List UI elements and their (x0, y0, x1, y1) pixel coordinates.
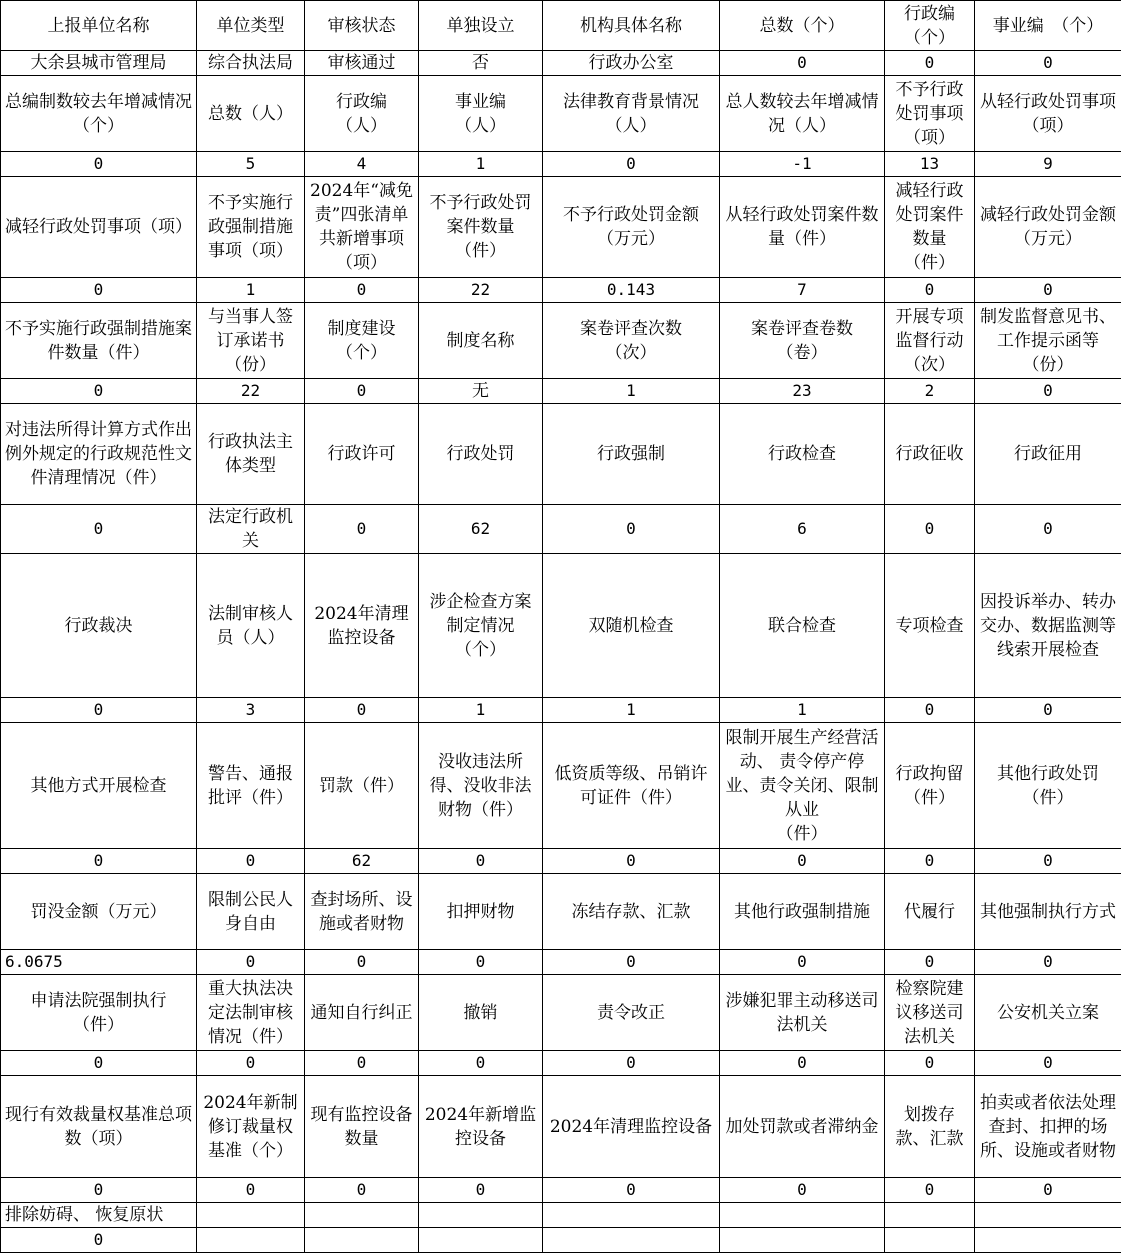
header-row (1, 177, 1121, 278)
field-value-cell: 审核通过 (305, 51, 419, 76)
field-value-cell: 62 (419, 505, 543, 554)
field-value-cell: 0.143 (543, 278, 720, 303)
field-label-cell: 制度建设 （个） (305, 303, 419, 379)
field-label-cell: 责令改正 (543, 975, 720, 1051)
field-label-cell: 对违法所得计算方式作出例外规定的行政规范性文件清理情况（件） (1, 404, 197, 505)
field-value-cell: 6.0675 (1, 950, 197, 975)
field-value-cell: 3 (197, 698, 305, 723)
field-value-cell: 无 (419, 379, 543, 404)
field-value-cell: 4 (305, 152, 419, 177)
field-value-cell: 62 (305, 849, 419, 874)
field-label-cell (419, 1203, 543, 1228)
field-value-cell: 0 (885, 505, 975, 554)
field-label-cell: 审核状态 (305, 1, 419, 51)
header-row (1, 975, 1121, 1051)
field-label-cell: 开展专项监督行动 （次） (885, 303, 975, 379)
field-label-cell: 检察院建议移送司法机关 (885, 975, 975, 1051)
field-label-cell: 其他强制执行方式 (975, 874, 1121, 950)
field-label-cell: 加处罚款或者滞纳金 (720, 1076, 885, 1178)
field-value-cell: 0 (1, 152, 197, 177)
field-value-cell: 0 (885, 51, 975, 76)
field-label-cell: 法律教育背景情况 （人） (543, 76, 720, 152)
header-row (1, 303, 1121, 379)
field-value-cell: 0 (885, 950, 975, 975)
field-value-cell: 0 (419, 1178, 543, 1203)
field-value-cell: 0 (543, 849, 720, 874)
value-row (1, 950, 1121, 975)
field-label-cell: 2024年新制修订裁量权基准（个） (197, 1076, 305, 1178)
field-value-cell: 法定行政机关 (197, 505, 305, 554)
field-label-cell: 不予实施行政强制措施事项（项） (197, 177, 305, 278)
field-label-cell: 其他方式开展检查 (1, 723, 197, 849)
field-value-cell: 0 (975, 51, 1121, 76)
field-label-cell: 涉嫌犯罪主动移送司法机关 (720, 975, 885, 1051)
field-label-cell: 通知自行纠正 (305, 975, 419, 1051)
field-label-cell: 不予行政处罚事项（项） (885, 76, 975, 152)
field-label-cell (885, 1203, 975, 1228)
header-row (1, 1203, 1121, 1228)
field-label-cell: 行政裁决 (1, 554, 197, 698)
field-label-cell: 行政强制 (543, 404, 720, 505)
header-row (1, 1076, 1121, 1178)
value-row (1, 379, 1121, 404)
field-label-cell: 单位类型 (197, 1, 305, 51)
field-value-cell: 0 (543, 505, 720, 554)
field-value-cell: 0 (1, 1178, 197, 1203)
field-value-cell: 0 (305, 1178, 419, 1203)
field-label-cell: 制度名称 (419, 303, 543, 379)
field-value-cell (885, 1228, 975, 1253)
field-label-cell: 专项检查 (885, 554, 975, 698)
value-row (1, 849, 1121, 874)
field-value-cell: 1 (543, 698, 720, 723)
field-label-cell: 因投诉举办、转办交办、数据监测等线索开展检查 (975, 554, 1121, 698)
field-label-cell: 总人数较去年增减情况（人） (720, 76, 885, 152)
field-value-cell (197, 1228, 305, 1253)
field-label-cell: 行政编 （个） (885, 1, 975, 51)
field-value-cell: 6 (720, 505, 885, 554)
field-label-cell: 行政征用 (975, 404, 1121, 505)
field-value-cell: 0 (197, 950, 305, 975)
field-label-cell: 重大执法决定法制审核情况（件） (197, 975, 305, 1051)
field-label-cell: 2024年“减免责”四张清单共新增事项（项） (305, 177, 419, 278)
field-label-cell: 扣押财物 (419, 874, 543, 950)
field-label-cell: 2024年清理监控设备 (543, 1076, 720, 1178)
field-value-cell: 0 (885, 698, 975, 723)
field-value-cell: 1 (419, 698, 543, 723)
value-row (1, 1178, 1121, 1203)
field-label-cell: 从轻行政处罚案件数量（件） (720, 177, 885, 278)
field-value-cell: 0 (305, 698, 419, 723)
field-value-cell: 0 (720, 1178, 885, 1203)
value-row (1, 505, 1121, 554)
field-label-cell: 总数（个） (720, 1, 885, 51)
field-label-cell: 与当事人签订承诺书 （份） (197, 303, 305, 379)
field-label-cell: 公安机关立案 (975, 975, 1121, 1051)
field-label-cell: 其他行政强制措施 (720, 874, 885, 950)
field-value-cell: 22 (419, 278, 543, 303)
field-label-cell: 联合检查 (720, 554, 885, 698)
field-value-cell (720, 1228, 885, 1253)
field-label-cell: 总数（人） (197, 76, 305, 152)
field-value-cell: 0 (419, 950, 543, 975)
field-label-cell: 2024年清理监控设备 (305, 554, 419, 698)
header-row (1, 1, 1121, 51)
field-label-cell: 行政处罚 (419, 404, 543, 505)
field-label-cell: 罚没金额（万元） (1, 874, 197, 950)
field-value-cell: 0 (975, 278, 1121, 303)
field-value-cell: 0 (419, 849, 543, 874)
field-label-cell: 申请法院强制执行 （件） (1, 975, 197, 1051)
field-value-cell: 0 (885, 849, 975, 874)
field-value-cell: 综合执法局 (197, 51, 305, 76)
field-label-cell: 案卷评查次数 （次） (543, 303, 720, 379)
field-value-cell: 9 (975, 152, 1121, 177)
field-label-cell: 代履行 (885, 874, 975, 950)
field-label-cell: 单独设立 (419, 1, 543, 51)
field-value-cell: 7 (720, 278, 885, 303)
field-value-cell: 5 (197, 152, 305, 177)
field-label-cell: 划拨存款、汇款 (885, 1076, 975, 1178)
field-value-cell: 0 (720, 849, 885, 874)
field-label-cell: 查封场所、设施或者财物 (305, 874, 419, 950)
field-value-cell: 1 (720, 698, 885, 723)
field-value-cell: 0 (197, 1178, 305, 1203)
field-value-cell (305, 1228, 419, 1253)
field-value-cell: 23 (720, 379, 885, 404)
field-label-cell: 制发监督意见书、工作提示函等 （份） (975, 303, 1121, 379)
field-value-cell: 0 (885, 1178, 975, 1203)
field-value-cell: 0 (720, 950, 885, 975)
header-row (1, 874, 1121, 950)
field-value-cell: 0 (1, 1228, 197, 1253)
field-value-cell: 0 (543, 152, 720, 177)
field-value-cell: 0 (1, 278, 197, 303)
field-value-cell: 0 (305, 379, 419, 404)
field-value-cell: 0 (885, 278, 975, 303)
field-value-cell: 0 (720, 1051, 885, 1076)
field-label-cell: 行政检查 (720, 404, 885, 505)
value-row (1, 51, 1121, 76)
field-value-cell: 否 (419, 51, 543, 76)
field-value-cell: 大余县城市管理局 (1, 51, 197, 76)
field-value-cell: 1 (197, 278, 305, 303)
field-value-cell: 0 (975, 950, 1121, 975)
field-value-cell: 0 (197, 849, 305, 874)
field-value-cell: 22 (197, 379, 305, 404)
field-value-cell: 0 (543, 950, 720, 975)
field-label-cell: 不予行政处罚金额 （万元） (543, 177, 720, 278)
field-label-cell (305, 1203, 419, 1228)
field-value-cell: 0 (975, 1178, 1121, 1203)
field-value-cell: 1 (543, 379, 720, 404)
header-row (1, 554, 1121, 698)
field-label-cell: 没收违法所得、没收非法财物（件） (419, 723, 543, 849)
field-value-cell: 0 (1, 505, 197, 554)
field-value-cell: 0 (720, 51, 885, 76)
field-label-cell: 行政执法主体类型 (197, 404, 305, 505)
field-value-cell: -1 (720, 152, 885, 177)
field-label-cell: 事业编 （人） (419, 76, 543, 152)
field-value-cell: 0 (885, 1051, 975, 1076)
field-value-cell: 0 (1, 379, 197, 404)
field-value-cell: 0 (1, 849, 197, 874)
field-label-cell: 不予行政处罚案件数量 （件） (419, 177, 543, 278)
field-value-cell: 0 (305, 950, 419, 975)
field-label-cell: 其他行政处罚 （件） (975, 723, 1121, 849)
field-label-cell: 警告、通报批评（件） (197, 723, 305, 849)
field-label-cell: 从轻行政处罚事项（项） (975, 76, 1121, 152)
field-label-cell: 机构具体名称 (543, 1, 720, 51)
field-label-cell: 行政征收 (885, 404, 975, 505)
field-label-cell (197, 1203, 305, 1228)
field-label-cell: 低资质等级、吊销许可证件（件） (543, 723, 720, 849)
field-label-cell: 2024年新增监控设备 (419, 1076, 543, 1178)
field-value-cell: 0 (975, 379, 1121, 404)
value-row (1, 152, 1121, 177)
field-value-cell: 0 (419, 1051, 543, 1076)
field-label-cell: 拍卖或者依法处理查封、扣押的场所、设施或者财物 (975, 1076, 1121, 1178)
field-label-cell: 上报单位名称 (1, 1, 197, 51)
field-label-cell: 总编制数较去年增减情况（个） (1, 76, 197, 152)
field-label-cell: 撤销 (419, 975, 543, 1051)
field-label-cell: 法制审核人员（人） (197, 554, 305, 698)
field-label-cell: 现有监控设备数量 (305, 1076, 419, 1178)
field-label-cell: 行政编 （人） (305, 76, 419, 152)
field-label-cell: 排除妨碍、 恢复原状 (1, 1203, 197, 1228)
field-value-cell: 0 (975, 849, 1121, 874)
field-value-cell (419, 1228, 543, 1253)
field-value-cell: 0 (543, 1051, 720, 1076)
field-label-cell: 案卷评查卷数 （卷） (720, 303, 885, 379)
field-label-cell: 罚款（件） (305, 723, 419, 849)
value-row (1, 698, 1121, 723)
header-row (1, 404, 1121, 505)
field-value-cell: 13 (885, 152, 975, 177)
value-row (1, 1051, 1121, 1076)
field-label-cell: 双随机检查 (543, 554, 720, 698)
field-value-cell (543, 1228, 720, 1253)
field-label-cell: 限制公民人身自由 (197, 874, 305, 950)
field-label-cell (543, 1203, 720, 1228)
field-label-cell (720, 1203, 885, 1228)
value-row (1, 1228, 1121, 1253)
field-label-cell: 涉企检查方案制定情况 （个） (419, 554, 543, 698)
field-value-cell: 0 (975, 698, 1121, 723)
field-label-cell: 减轻行政处罚金额（万元） (975, 177, 1121, 278)
field-label-cell: 现行有效裁量权基准总项数（项） (1, 1076, 197, 1178)
field-label-cell: 行政许可 (305, 404, 419, 505)
header-row (1, 723, 1121, 849)
field-label-cell: 不予实施行政强制措施案件数量（件） (1, 303, 197, 379)
field-value-cell (975, 1228, 1121, 1253)
field-value-cell: 0 (305, 1051, 419, 1076)
field-value-cell: 0 (305, 505, 419, 554)
field-value-cell: 行政办公室 (543, 51, 720, 76)
field-value-cell: 0 (305, 278, 419, 303)
field-label-cell: 事业编 （个） (975, 1, 1121, 51)
field-label-cell (975, 1203, 1121, 1228)
field-value-cell: 0 (975, 505, 1121, 554)
field-value-cell: 0 (975, 1051, 1121, 1076)
field-value-cell: 0 (197, 1051, 305, 1076)
field-label-cell: 冻结存款、汇款 (543, 874, 720, 950)
header-row (1, 76, 1121, 152)
field-label-cell: 限制开展生产经营活动、 责令停产停业、责令关闭、限制从业 （件） (720, 723, 885, 849)
field-label-cell: 行政拘留 （件） (885, 723, 975, 849)
field-label-cell: 减轻行政处罚事项（项） (1, 177, 197, 278)
field-value-cell: 0 (1, 1051, 197, 1076)
field-value-cell: 0 (1, 698, 197, 723)
field-value-cell: 1 (419, 152, 543, 177)
field-value-cell: 2 (885, 379, 975, 404)
field-label-cell: 减轻行政处罚案件数量 （件） (885, 177, 975, 278)
value-row (1, 278, 1121, 303)
field-value-cell: 0 (543, 1178, 720, 1203)
